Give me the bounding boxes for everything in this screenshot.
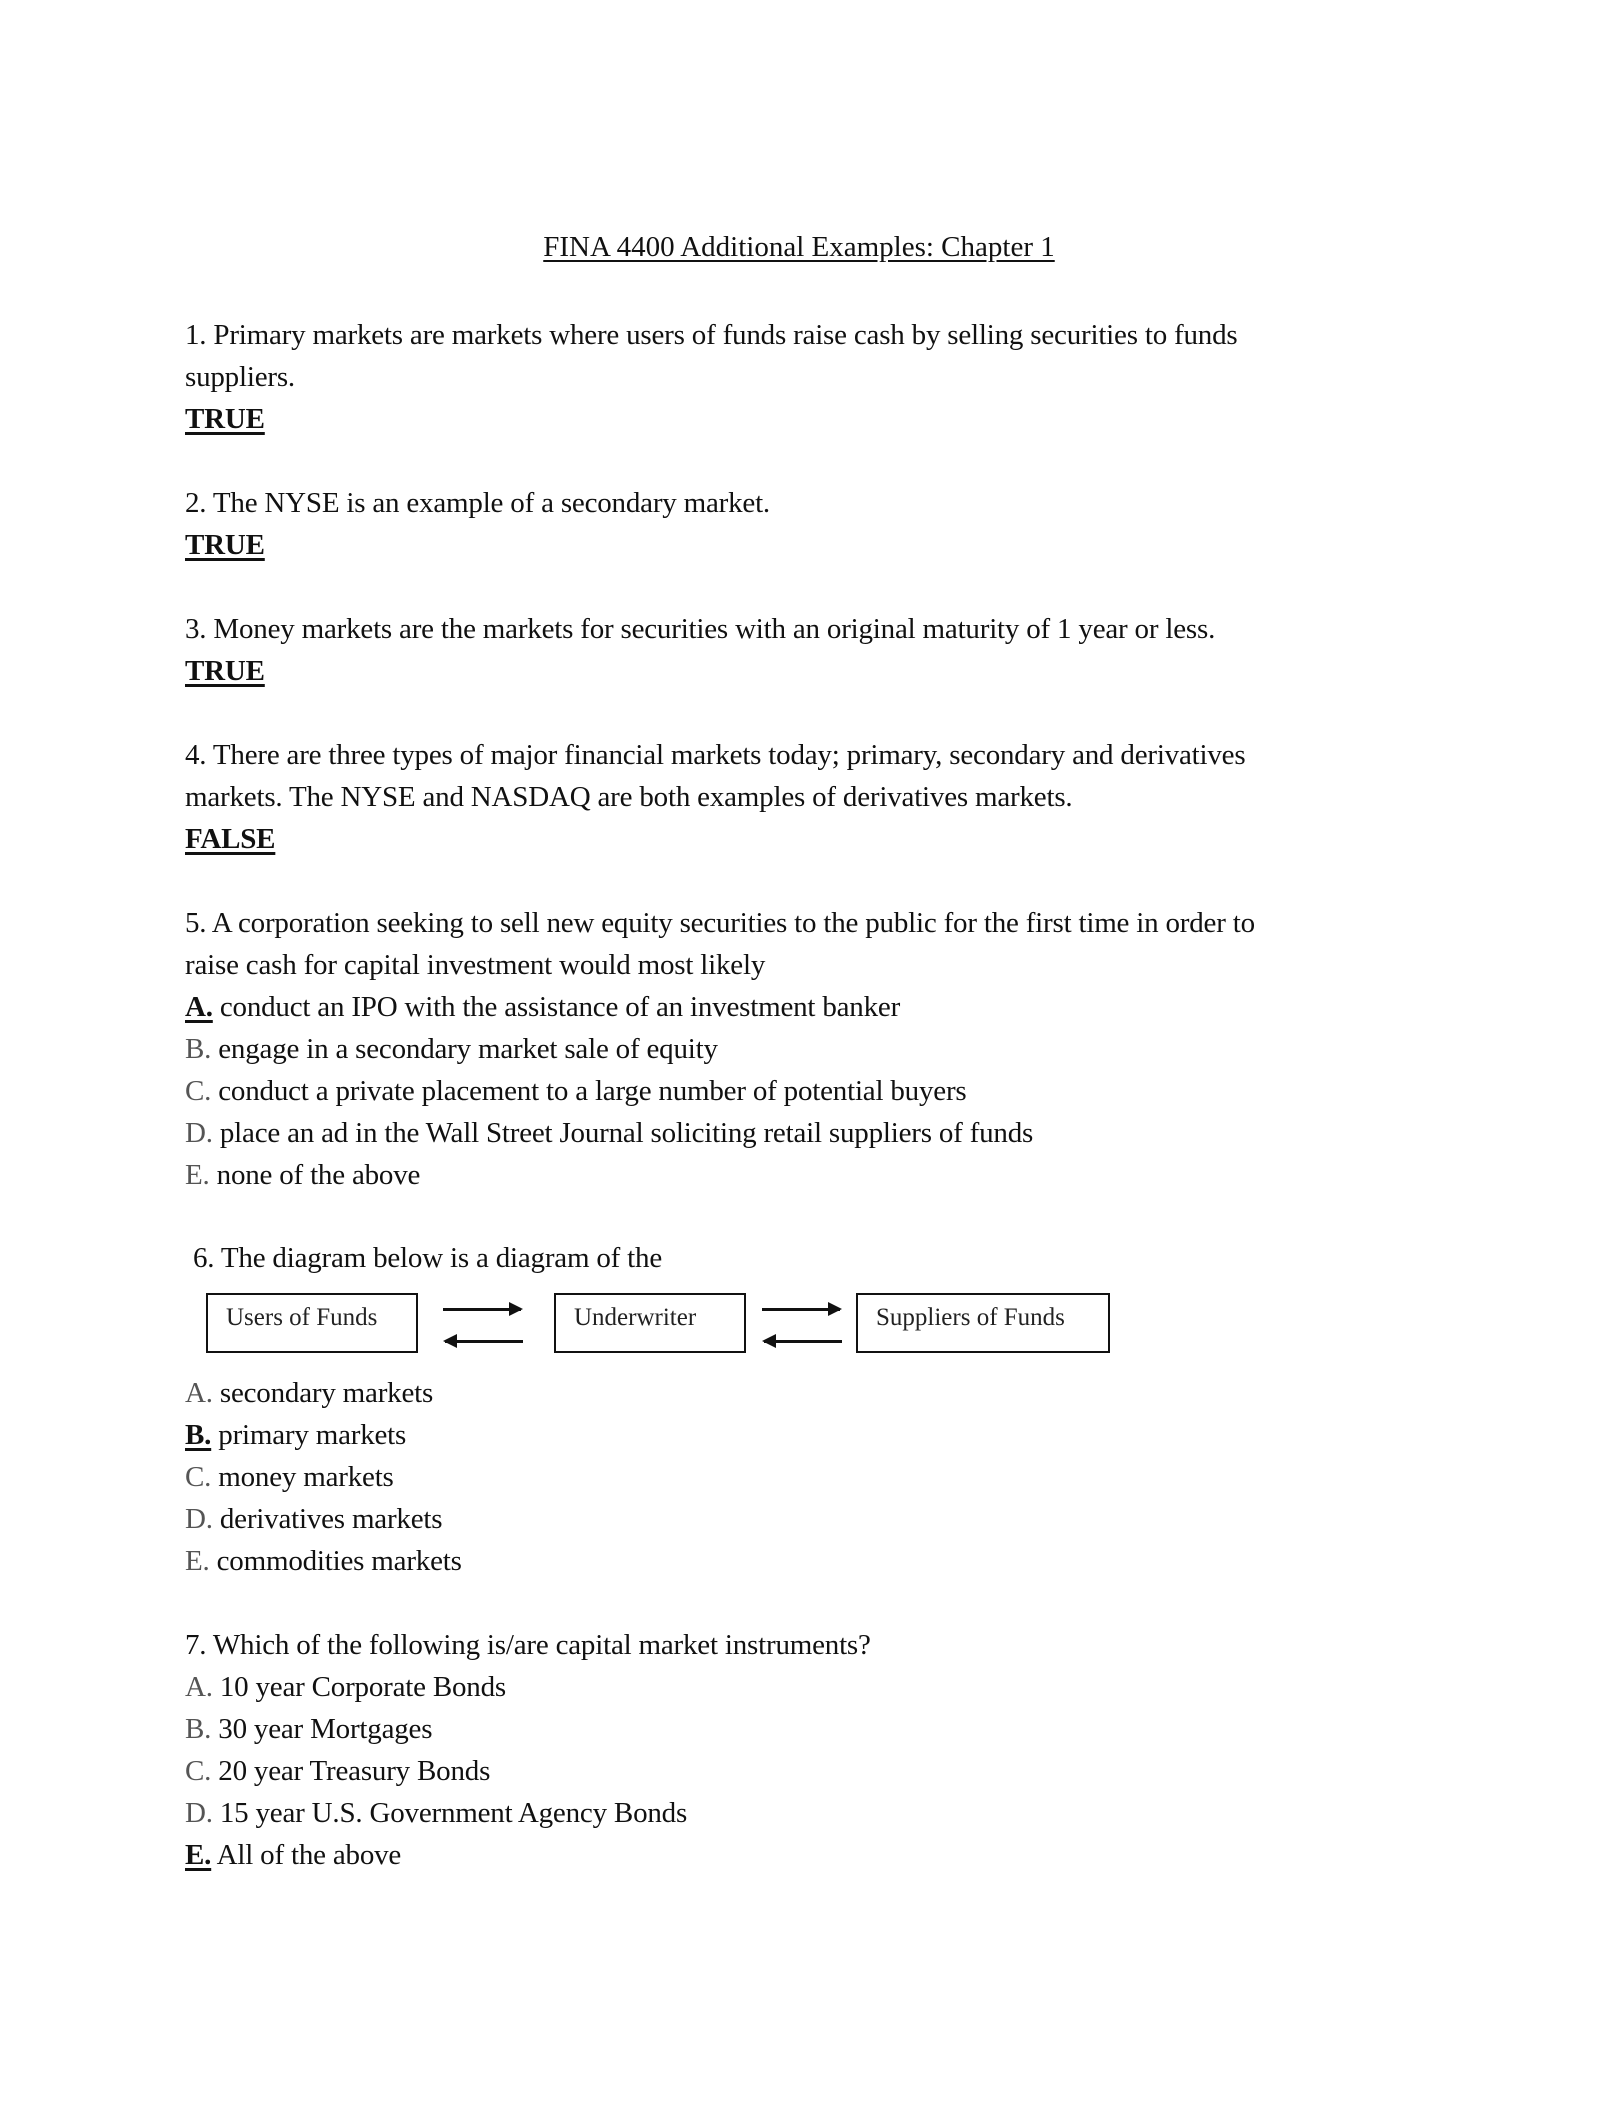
option-text: place an ad in the Wall Street Journal soliciting retail suppliers of funds [219, 1117, 1034, 1149]
diagram-box-suppliers-of-funds: Suppliers of Funds [856, 1293, 1110, 1353]
question-1-line-2: suppliers. [185, 361, 295, 393]
option-letter: C. [185, 1755, 212, 1787]
option-letter: D. [185, 1503, 213, 1535]
option-letter: C. [185, 1461, 212, 1493]
option-text: secondary markets [219, 1377, 434, 1409]
option-text: money markets [218, 1461, 394, 1493]
option-text: engage in a secondary market sale of equity [218, 1033, 718, 1065]
arrow-left-icon [764, 1340, 842, 1343]
option-text: All of the above [216, 1839, 402, 1871]
question-5-option-c [185, 1074, 967, 1108]
question-6-option-d [185, 1502, 442, 1536]
option-letter: B. [185, 1419, 212, 1451]
arrow-left-icon [445, 1340, 523, 1343]
diagram-box-underwriter: Underwriter [554, 1293, 746, 1353]
option-text: 30 year Mortgages [218, 1713, 433, 1745]
question-5-option-b [185, 1032, 718, 1066]
diagram-box-users-of-funds: Users of Funds [206, 1293, 418, 1353]
option-text: 10 year Corporate Bonds [219, 1671, 506, 1703]
arrow-right-icon [762, 1308, 840, 1311]
option-letter: E. [185, 1839, 212, 1871]
option-text: 15 year U.S. Government Agency Bonds [219, 1797, 688, 1829]
option-letter: E. [185, 1545, 210, 1577]
question-7-line-1: 7. Which of the following is/are capital market instruments? [185, 1629, 871, 1661]
question-5-line-2: raise cash for capital investment would most likely [185, 949, 766, 981]
option-letter: C. [185, 1075, 212, 1107]
question-6-line-1: 6. The diagram below is a diagram of the [193, 1242, 663, 1274]
arrow-right-icon [443, 1308, 521, 1311]
question-6-option-a [185, 1376, 433, 1410]
question-4-line-1: 4. There are three types of major financial markets today; primary, secondary and derivatives [185, 739, 1246, 771]
question-5-line-1: 5. A corporation seeking to sell new equity securities to the public for the first time in order to [185, 907, 1255, 939]
question-3-answer: TRUE [185, 655, 265, 687]
question-7-option-a [185, 1670, 506, 1704]
question-1-answer: TRUE [185, 403, 265, 435]
option-letter: E. [185, 1159, 210, 1191]
question-5-option-e [185, 1158, 420, 1192]
option-letter: A. [185, 1671, 213, 1703]
option-letter: B. [185, 1713, 212, 1745]
question-6-option-c [185, 1460, 394, 1494]
page-title [0, 231, 1598, 264]
question-2-answer: TRUE [185, 529, 265, 561]
question-7-option-c [185, 1754, 490, 1788]
option-text: primary markets [218, 1419, 407, 1451]
question-7-option-e [185, 1838, 401, 1872]
option-letter: A. [185, 1377, 213, 1409]
option-letter: B. [185, 1033, 212, 1065]
option-text: 20 year Treasury Bonds [218, 1755, 491, 1787]
question-5-option-a [185, 990, 900, 1024]
question-5-option-d [185, 1116, 1033, 1150]
question-6-option-b [185, 1418, 406, 1452]
option-text: derivatives markets [219, 1503, 443, 1535]
title-text: FINA 4400 Additional Examples: Chapter 1 [543, 231, 1055, 263]
question-6-option-e [185, 1544, 462, 1578]
question-1-line-1: 1. Primary markets are markets where users of funds raise cash by selling securities to funds [185, 319, 1238, 351]
question-7-option-d [185, 1796, 687, 1830]
option-letter: D. [185, 1797, 213, 1829]
option-letter: D. [185, 1117, 213, 1149]
question-2-line-1: 2. The NYSE is an example of a secondary market. [185, 487, 770, 519]
option-text: commodities markets [216, 1545, 462, 1577]
question-3-line-1: 3. Money markets are the markets for securities with an original maturity of 1 year or less. [185, 613, 1216, 645]
option-text: none of the above [216, 1159, 421, 1191]
option-letter: A. [185, 991, 213, 1023]
option-text: conduct a private placement to a large number of potential buyers [218, 1075, 967, 1107]
question-7-option-b [185, 1712, 432, 1746]
question-4-answer: FALSE [185, 823, 276, 855]
question-4-line-2: markets. The NYSE and NASDAQ are both examples of derivatives markets. [185, 781, 1073, 813]
option-text: conduct an IPO with the assistance of an investment banker [219, 991, 901, 1023]
